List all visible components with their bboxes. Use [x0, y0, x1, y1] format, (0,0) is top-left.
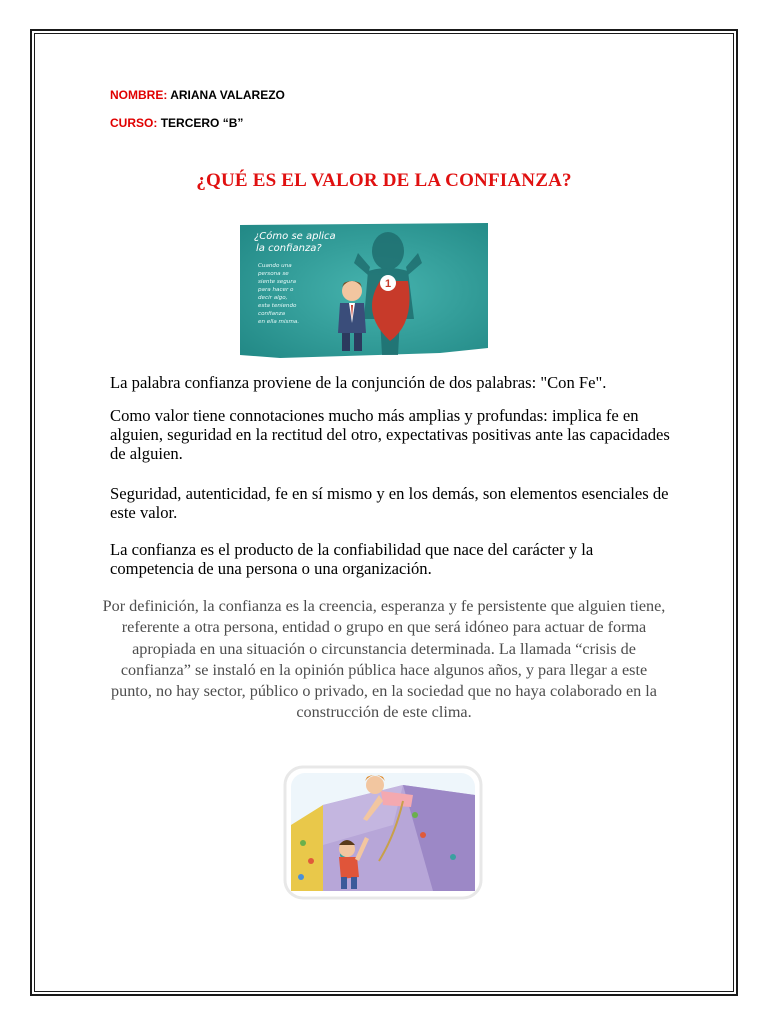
paragraph-elements: Seguridad, autenticidad, fe en sí mismo y en los demás, son elementos esenciales de este valor.	[110, 484, 669, 522]
course-value: TERCERO “B”	[160, 116, 244, 130]
name-value: ARIANA VALAREZO	[170, 88, 285, 102]
name-label: NOMBRE:	[110, 88, 168, 102]
student-name-line	[110, 88, 285, 102]
image-caption: Cuando una persona se siente segura para hacer o decir algo, esta teniendo confianza en ella misma.	[258, 263, 300, 325]
course-label: CURSO:	[110, 116, 158, 130]
course-line	[110, 116, 243, 130]
paragraph-connotations: Como valor tiene connotaciones mucho más amplias y profundas: implica fe en alguien, seguridad en la rectitud del otro, expectativas positivas ante las capacidades de alguien.	[110, 406, 670, 463]
climbing-illustration	[283, 765, 483, 900]
definition-quote: Por definición, la confianza es la creencia, esperanza y fe persistente que alguien tiene, referente a otra persona, entidad o grupo en que será idóneo para actuar de forma apropiada en una situación o circunstancia determinada. La llamada “crisis de confianza” se instaló en la opinión pública hace algunos años, y para llegar a este punto, no hay sector, público o privado, en la sociedad que no haya colaborado en la construcción de este clima.	[102, 597, 666, 722]
paragraph-etymology: La palabra confianza proviene de la conjunción de dos palabras: "Con Fe".	[110, 373, 607, 392]
paragraph-product: La confianza es el producto de la confiabilidad que nace del carácter y la competencia de una persona o una organización.	[110, 540, 594, 578]
badge-number: 1	[384, 278, 392, 290]
confidence-illustration	[240, 223, 488, 358]
image-heading: ¿Cómo se aplica la confianza?	[254, 231, 336, 254]
document-title: ¿QUÉ ES EL VALOR DE LA CONFIANZA?	[196, 170, 572, 191]
